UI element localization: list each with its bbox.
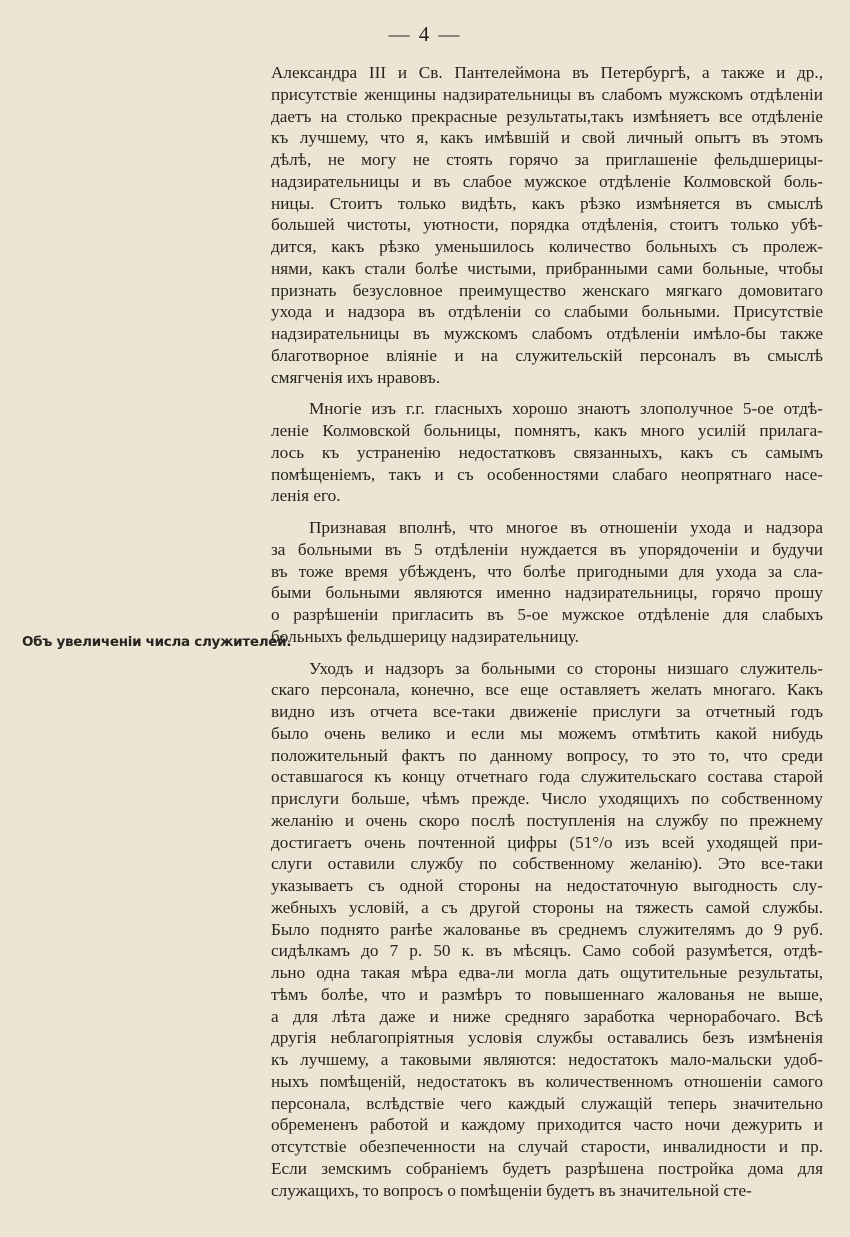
body-text-column — [271, 62, 823, 1201]
text-line: Уходъ и надзоръ за больными со стороны низшаго служитель- — [309, 658, 823, 678]
text-line: дится, какъ рѣзко уменьшилось количество больныхъ съ пролеж- — [271, 237, 823, 256]
text-line: въ тоже время убѣжденъ, что болѣе пригодными для ухода за сла- — [271, 561, 823, 581]
paragraph-gap — [271, 388, 823, 398]
text-line: за больными въ 5 отдѣленіи нуждается въ упорядоченіи и будучи — [271, 539, 823, 559]
text-line: желанію и очень скоро послѣ поступленія на службу по прежнему — [271, 810, 823, 830]
text-line: нями, какъ стали болѣе чистыми, прибранными сами больные, чтобы — [271, 258, 823, 278]
text-line: Было поднято ранѣе жалованье въ среднемъ служителямъ до 9 руб. — [271, 919, 823, 939]
paragraph — [271, 517, 823, 648]
text-line: достигаетъ очень почтенной цифры (51°/о изъ всей уходящей при- — [271, 832, 823, 852]
text-line: служащихъ, то вопросъ о помѣщеніи будетъ въ значительной сте- — [271, 1180, 752, 1200]
text-line: смягченія ихъ нравовъ. — [271, 367, 441, 387]
text-line: жебныхъ условій, а съ другой стороны на тяжесть самой службы. — [271, 897, 823, 917]
text-line: къ лучшему, что я, какъ имѣвшій и свой личный опытъ въ этомъ — [271, 128, 823, 148]
text-line: прислуги больше, чѣмъ прежде. Число уходящихъ по собственному — [271, 789, 823, 808]
text-line: даетъ на столько прекрасные результаты,такъ измѣняетъ все отдѣленіе — [271, 106, 823, 126]
text-line: скаго персонала, конечно, все еще оставляетъ желать многаго. Какъ — [271, 680, 823, 700]
text-line: ницы. Стоитъ только видѣть, какъ рѣзко измѣняется въ смыслѣ — [271, 193, 823, 213]
text-line: сидѣлкамъ до 7 р. 50 к. въ мѣсяцъ. Само собой разумѣется, отдѣ- — [271, 941, 823, 961]
text-line: Признавая вполнѣ, что многое въ отношеніи ухода и надзора — [309, 518, 823, 537]
text-line: Многіе изъ г.г. гласныхъ хорошо знаютъ злополучное 5-ое отдѣ- — [309, 399, 823, 419]
paragraph — [271, 398, 823, 507]
text-line: положительный фактъ по данному вопросу, то это то, что среди — [271, 745, 823, 765]
text-line: было очень велико и если мы можемъ отмѣтить какой нибудь — [271, 723, 823, 743]
text-line: отсутствіе обезпеченности на случай старости, инвалидности и пр. — [271, 1137, 823, 1156]
text-line: ленія его. — [271, 486, 341, 506]
text-line: слуги оставили службу по собственному желанію). Это все-таки — [271, 854, 823, 874]
text-line: тѣмъ болѣе, что и размѣръ то повышеннаго жалованья не выше, — [271, 984, 823, 1004]
margin-note: Объ увеличеніи числа служителей. — [22, 634, 292, 650]
text-line: лось къ устраненію недостатковъ связанныхъ, какъ съ самымъ — [271, 442, 823, 462]
text-line: благотворное вліяніе и на служительскій персоналъ въ смыслѣ — [271, 345, 823, 365]
text-line: присутствіе женщины надзирательницы въ слабомъ мужскомъ отдѣленіи — [271, 84, 823, 104]
text-line: надзирательницы въ мужскомъ слабомъ отдѣленіи имѣло-бы также — [271, 324, 823, 343]
text-line: помѣщеніемъ, такъ и съ особенностями слабаго неопрятнаго насе- — [271, 464, 823, 484]
text-line: видно изъ отчета все-таки движеніе прислуги за отчетный годъ — [271, 702, 823, 721]
text-line: къ лучшему, а таковыми являются: недостатокъ мало-мальски удоб- — [271, 1050, 823, 1069]
text-line: указываетъ съ одной стороны на недостаточную выгодность слу- — [271, 876, 823, 895]
text-line: льно одна такая мѣра едва-ли могла дать ощутительные результаты, — [271, 963, 823, 982]
text-line: а для лѣта даже и ниже средняго заработка чернорабочаго. Всѣ — [271, 1006, 823, 1026]
text-line: обремененъ работой и каждому приходится часто ночи дежурить и — [271, 1115, 823, 1135]
text-line: оставшагося къ концу отчетнаго года служительскаго состава старой — [271, 767, 823, 787]
text-line: Александра III и Св. Пантелеймона въ Петербургѣ, а также и др., — [271, 63, 823, 82]
text-line: персонала, вслѣдствіе чего каждый служащій теперь значительно — [271, 1093, 823, 1113]
text-line: о разрѣшеніи пригласить въ 5-ое мужское отдѣленіе для слабыхъ — [271, 605, 823, 624]
text-line: ныхъ помѣщеній, недостатокъ въ количественномъ отношеніи самого — [271, 1071, 823, 1091]
text-line: больныхъ фельдшерицу надзирательницу. — [271, 626, 579, 646]
text-line: Если земскимъ собраніемъ будетъ разрѣшена постройка дома для — [271, 1158, 823, 1178]
text-line: быми больными являются именно надзирательницы, горячо прошу — [271, 583, 823, 603]
text-line: большей чистоты, уютности, порядка отдѣленія, стоитъ только убѣ- — [271, 215, 823, 235]
text-line: дѣлѣ, не могу не стоять горячо за приглашеніе фельдшерицы- — [271, 150, 823, 169]
text-line: признать безусловное преимущество женскаго мягкаго домовитаго — [271, 280, 823, 300]
paragraph-gap — [271, 648, 823, 658]
text-line: леніе Колмовской больницы, помнятъ, какъ много усилій прилага- — [271, 421, 823, 440]
page-number: — 4 — — [388, 22, 462, 46]
text-line: надзирательницы и въ слабое мужское отдѣленіе Колмовской боль- — [271, 171, 823, 191]
paragraph — [271, 62, 823, 388]
paragraph — [271, 658, 823, 1202]
paragraph-gap — [271, 507, 823, 517]
text-line: другія неблагопріятныя условія службы оставались безъ измѣненія — [271, 1028, 823, 1048]
text-line: ухода и надзора въ отдѣленіи со слабыми больными. Присутствіе — [271, 302, 823, 322]
